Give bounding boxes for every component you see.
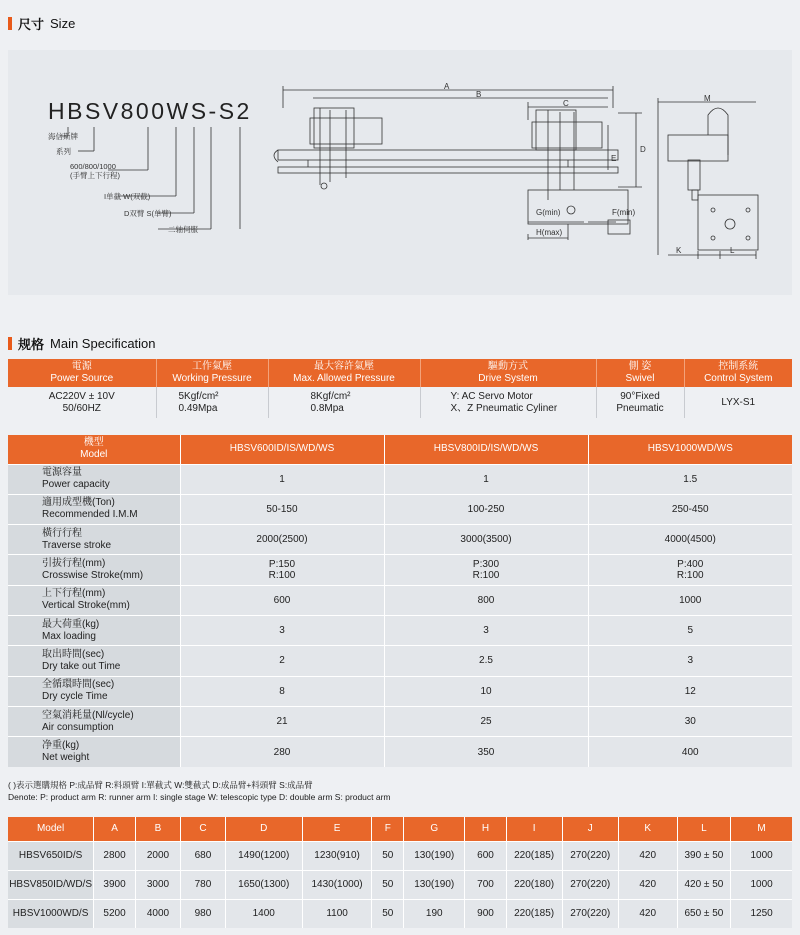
dimension-value-cell: 1230(910) (302, 841, 372, 870)
dimension-value-cell: 420 ± 50 (677, 870, 731, 899)
heading-bar (8, 337, 12, 350)
dimension-value-cell: 1650(1300) (225, 870, 302, 899)
dimension-header-cell: C (181, 817, 226, 841)
dimension-row (8, 899, 792, 928)
dimension-value-cell: 5200 (94, 899, 136, 928)
dimension-value-cell: 1490(1200) (225, 841, 302, 870)
model-spec-row (8, 585, 792, 615)
row-label: 電源容量 Power capacity (8, 464, 180, 494)
row-label: 適用成型機(Ton) Recommended I.M.M (8, 494, 180, 524)
dimension-value-cell: 980 (181, 899, 226, 928)
legend-arm: D双臂 S(单臂) (124, 209, 172, 218)
row-value: 12 (588, 676, 792, 706)
legend-servo: 二轴伺服 (168, 225, 198, 234)
dimension-value-cell: 190 (404, 899, 465, 928)
row-label: 取出時間(sec) Dry take out Time (8, 646, 180, 676)
model-spec-table (8, 435, 792, 767)
dimension-value-cell: 650 ± 50 (677, 899, 731, 928)
model-spec-row (8, 555, 792, 585)
row-value: 250-450 (588, 494, 792, 524)
dimension-value-cell: 420 (618, 841, 677, 870)
dimension-header-cell: Model (8, 817, 94, 841)
row-value: 21 (180, 706, 384, 736)
general-spec-value-row (8, 387, 792, 418)
model-spec-body (8, 464, 792, 767)
dimension-value-cell: 780 (181, 870, 226, 899)
dimension-value-cell: 420 (618, 870, 677, 899)
dim-label-g: G(min) (536, 208, 561, 217)
value-control-system: LYX-S1 (684, 387, 792, 418)
value-working-pressure: 5Kgf/cm² 0.49Mpa (156, 387, 268, 418)
dim-label-h: H(max) (536, 228, 563, 237)
dimension-table (8, 817, 792, 928)
model-spec-row (8, 615, 792, 645)
dimension-value-cell: 270(220) (562, 899, 618, 928)
model-spec-row (8, 676, 792, 706)
dimension-header-cell: A (94, 817, 136, 841)
header-max-pressure: 最大容許氣壓 Max. Allowed Pressure (268, 359, 420, 387)
row-value: 2 (180, 646, 384, 676)
model-spec-row (8, 464, 792, 494)
dimension-value-cell: 680 (181, 841, 226, 870)
row-value: 50-150 (180, 494, 384, 524)
dimension-header-cell: M (731, 817, 792, 841)
dimension-header-cell: K (618, 817, 677, 841)
header-working-pressure: 工作氣壓 Working Pressure (156, 359, 268, 387)
row-label: 全循環時間(sec) Dry cycle Time (8, 676, 180, 706)
dimension-value-cell: 50 (372, 841, 404, 870)
row-label: 上下行程(mm) Vertical Stroke(mm) (8, 585, 180, 615)
dimension-value-cell: 2000 (135, 841, 180, 870)
dim-label-k: K (676, 246, 682, 255)
dimension-header-cell: L (677, 817, 731, 841)
dimension-value-cell: 270(220) (562, 870, 618, 899)
row-value: 280 (180, 737, 384, 767)
row-value: 10 (384, 676, 588, 706)
model-spec-row (8, 737, 792, 767)
dimension-value-cell: 4000 (135, 899, 180, 928)
row-label: 引拔行程(mm) Crosswise Stroke(mm) (8, 555, 180, 585)
header-control-system: 控制系統 Control System (684, 359, 792, 387)
header-model-600: HBSV600ID/IS/WD/WS (180, 435, 384, 464)
row-value: 3 (588, 646, 792, 676)
header-model: 機型 Model (8, 435, 180, 464)
model-spec-row (8, 706, 792, 736)
value-max-pressure: 8Kgf/cm² 0.8Mpa (268, 387, 420, 418)
size-title-en: Size (50, 16, 76, 31)
dimension-value-cell: 1430(1000) (302, 870, 372, 899)
dim-label-c: C (563, 99, 569, 108)
dimension-value-cell: 130(190) (404, 870, 465, 899)
legend-series: 系列 (56, 147, 71, 156)
row-label: 空氣消耗量(Nl/cycle) Air consumption (8, 706, 180, 736)
dimension-value-cell: 220(185) (506, 899, 562, 928)
row-value: 1 (384, 464, 588, 494)
row-value: P:300 R:100 (384, 555, 588, 585)
model-spec-row (8, 646, 792, 676)
row-value: 400 (588, 737, 792, 767)
dimension-value-cell: 1100 (302, 899, 372, 928)
header-swivel: 側 姿 Swivel (596, 359, 684, 387)
dimension-value-cell: 220(185) (506, 841, 562, 870)
value-swivel: 90°Fixed Pneumatic (596, 387, 684, 418)
row-label: 橫行行程 Traverse stroke (8, 525, 180, 555)
dimension-body (8, 841, 792, 928)
dimension-header-cell: H (465, 817, 506, 841)
spec-title-en: Main Specification (50, 336, 156, 351)
model-spec-header-row (8, 435, 792, 464)
dimension-model-cell: HBSV650ID/S (8, 841, 94, 870)
dimension-row (8, 870, 792, 899)
dim-label-d: D (640, 145, 646, 154)
dim-label-b: B (476, 90, 482, 99)
dimension-value-cell: 2800 (94, 841, 136, 870)
dim-label-a: A (444, 82, 450, 91)
row-value: 8 (180, 676, 384, 706)
header-drive-system: 驅動方式 Drive System (420, 359, 596, 387)
legend-stage: I单截 W(双截) (104, 192, 151, 201)
dimension-value-cell: 1000 (731, 841, 792, 870)
size-title-cn: 尺寸 (18, 17, 45, 32)
value-power-source: AC220V ± 10V 50/60HZ (8, 387, 156, 418)
general-spec-header-row (8, 359, 792, 387)
dimension-model-cell: HBSV1000WD/S (8, 899, 94, 928)
row-value: 1 (180, 464, 384, 494)
dimension-header-cell: J (562, 817, 618, 841)
row-value: 350 (384, 737, 588, 767)
row-label: 净重(kg) Net weight (8, 737, 180, 767)
row-value: 2000(2500) (180, 525, 384, 555)
row-value: 1.5 (588, 464, 792, 494)
value-drive-system: Y: AC Servo Motor X、Z Pneumatic Cyliner (420, 387, 596, 418)
dimension-value-cell: 390 ± 50 (677, 841, 731, 870)
row-value: 3 (384, 615, 588, 645)
dimension-value-cell: 50 (372, 870, 404, 899)
dimension-header-cell: G (404, 817, 465, 841)
header-model-800: HBSV800ID/IS/WD/WS (384, 435, 588, 464)
denote-note (8, 779, 391, 803)
legend-stroke: 600/800/1000 (70, 162, 116, 171)
dimension-value-cell: 1250 (731, 899, 792, 928)
dimension-value-cell: 1400 (225, 899, 302, 928)
dim-label-l: L (730, 246, 735, 255)
technical-drawing (8, 50, 792, 295)
dim-label-e: E (611, 154, 617, 163)
dimension-value-cell: 420 (618, 899, 677, 928)
dimension-header-cell: B (135, 817, 180, 841)
header-model-1000: HBSV1000WD/WS (588, 435, 792, 464)
row-value: P:400 R:100 (588, 555, 792, 585)
row-value: 30 (588, 706, 792, 736)
row-value: 25 (384, 706, 588, 736)
row-value: 2.5 (384, 646, 588, 676)
denote-cn: ( )表示選購規格 P:成品臂 R:料頭臂 I:單截式 W:雙截式 D:成品臂+料頭臂 S:成品臂 (8, 780, 313, 790)
spec-title-cn: 规格 (18, 337, 45, 352)
dimension-value-cell: 50 (372, 899, 404, 928)
dimension-row (8, 841, 792, 870)
row-value: 3 (180, 615, 384, 645)
dimension-header-row (8, 817, 792, 841)
dim-label-m: M (704, 94, 711, 103)
model-spec-row (8, 494, 792, 524)
model-code: HBSV800WS-S2 (48, 98, 252, 124)
dimension-value-cell: 130(190) (404, 841, 465, 870)
drawing-lines (8, 50, 792, 295)
dimension-header-cell: F (372, 817, 404, 841)
dimension-value-cell: 3000 (135, 870, 180, 899)
dimension-header-cell: I (506, 817, 562, 841)
dimension-header-cell: E (302, 817, 372, 841)
dimension-value-cell: 600 (465, 841, 506, 870)
row-value: 100-250 (384, 494, 588, 524)
dim-label-f: F(min) (612, 208, 636, 217)
row-value: 800 (384, 585, 588, 615)
denote-en: Denote: P: product arm R: runner arm I: single stage W: telescopic type D: double arm S: product arm (8, 792, 391, 802)
header-power-source: 電源 Power Source (8, 359, 156, 387)
dimension-header-cell: D (225, 817, 302, 841)
dimension-value-cell: 270(220) (562, 841, 618, 870)
dimension-model-cell: HBSV850ID/WD/S (8, 870, 94, 899)
model-spec-row (8, 525, 792, 555)
general-spec-table (8, 359, 792, 418)
heading-bar (8, 17, 12, 30)
row-value: 3000(3500) (384, 525, 588, 555)
row-value: 600 (180, 585, 384, 615)
size-section-heading (8, 14, 75, 33)
row-value: 4000(4500) (588, 525, 792, 555)
legend-stroke-note: (手臂上下行程) (70, 171, 120, 180)
dimension-value-cell: 700 (465, 870, 506, 899)
row-value: 1000 (588, 585, 792, 615)
dimension-value-cell: 1000 (731, 870, 792, 899)
legend-brand: 海信斯牌 (48, 132, 78, 141)
row-value: P:150 R:100 (180, 555, 384, 585)
spec-section-heading (8, 334, 156, 353)
row-label: 最大荷重(kg) Max loading (8, 615, 180, 645)
dimension-value-cell: 220(180) (506, 870, 562, 899)
dimension-value-cell: 900 (465, 899, 506, 928)
row-value: 5 (588, 615, 792, 645)
dimension-value-cell: 3900 (94, 870, 136, 899)
